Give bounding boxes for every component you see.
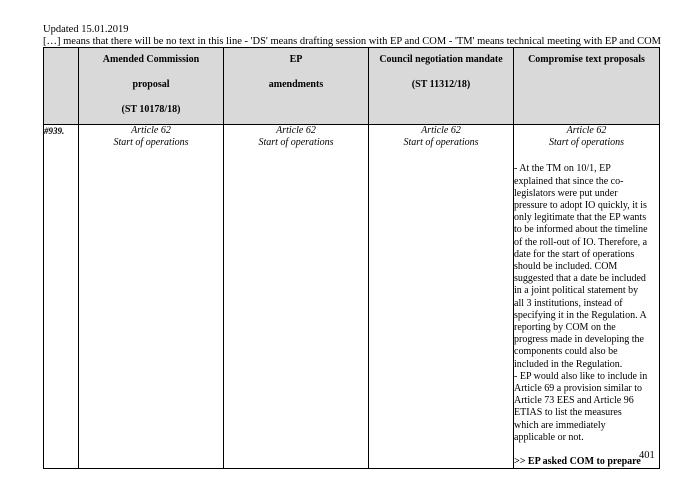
number-column-header <box>44 48 79 125</box>
compromise-line: pressure to adopt IO quickly, it is <box>514 200 647 212</box>
document-header <box>43 24 693 48</box>
compromise-line: ETIAS to list the measures <box>514 407 622 419</box>
table-header-row <box>44 48 660 125</box>
row-number: #939. <box>44 125 79 469</box>
compromise-line: Article 69 a provision similar to <box>514 383 643 395</box>
compromise-line: suggested that a date be included <box>514 273 646 285</box>
compromise-column-header: Compromise text proposals <box>514 48 660 125</box>
compromise-line: to be informed about the timeline <box>514 224 648 236</box>
page-number: 401 <box>639 450 655 461</box>
compromise-line: components could also be <box>514 346 618 358</box>
compromise-line: legislators were put under <box>514 187 618 199</box>
compromise-line: all 3 institutions, instead of <box>514 297 623 309</box>
compromise-line: - EP would also like to include in <box>514 370 648 382</box>
compromise-line: which are immediately <box>514 419 606 431</box>
compromise-line: applicable or not. <box>514 431 584 443</box>
compromise-line: only legitimate that the EP wants <box>514 212 647 224</box>
ep-cell: Article 62 Start of operations <box>224 125 369 469</box>
legend-note: […] means that there will be no text in this line - 'DS' means drafting session with EP and COM - 'TM' means technical meeting with EP and COM <box>43 36 662 47</box>
table-row <box>44 125 660 469</box>
compromise-line: should be included. COM <box>514 261 618 273</box>
compromise-line: progress made in developing the <box>514 334 644 346</box>
compromise-line: Article 73 EES and Article 96 <box>514 395 634 407</box>
council-column-header: Council negotiation mandate (ST 11312/18) <box>369 48 514 125</box>
updated-date: Updated 15.01.2019 <box>43 24 129 35</box>
compromise-line: of the roll-out of IO. Therefore, a <box>514 236 648 248</box>
ep-column-header: EP amendments <box>224 48 369 125</box>
compromise-line: reporting by COM on the <box>514 322 616 334</box>
compromise-line: - At the TM on 10/1, EP <box>514 163 611 175</box>
compromise-line: included in the Regulation. <box>514 358 623 370</box>
council-cell: Article 62 Start of operations <box>369 125 514 469</box>
compromise-bold-note: >> EP asked COM to prepare <box>514 456 641 468</box>
compromise-line: date for the start of operations <box>514 248 635 260</box>
compromise-line: in a joint political statement by <box>514 285 639 297</box>
compromise-text <box>514 163 659 444</box>
compromise-cell: Article 62 Start of operations - At the TM on 10/1, EP explained that since the co- legislators were put under pressure to adopt IO quickly, it is only legitimate that the EP wants to be informed about the timeline of the roll-out of IO. Therefore, a date for the start of operations should be included. COM suggested that a date be included in a joint political statement by all 3 institutions, instead of specifying it in the Regulation. A reporting by COM on the progress made in developing the components could also be included in the Regulation. - EP would also like to include in Article 69 a provision similar to Article 73 EES and Article 96 ETIAS to list the measures which are immediately applicable or not. >> EP asked COM to prepare <box>514 125 660 469</box>
commission-column-header: Amended Commission proposal (ST 10178/18) <box>79 48 224 125</box>
negotiation-table <box>43 47 660 469</box>
compromise-line: explained that since the co- <box>514 175 624 187</box>
compromise-line: specifying it in the Regulation. A <box>514 309 647 321</box>
commission-cell: Article 62 Start of operations <box>79 125 224 469</box>
